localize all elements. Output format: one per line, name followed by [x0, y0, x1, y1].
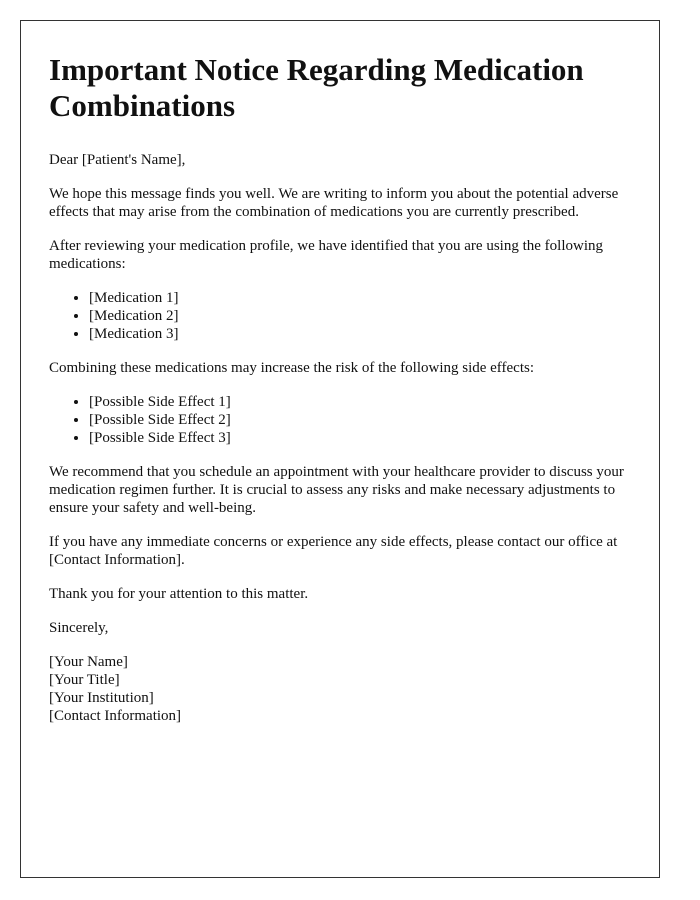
list-item: • [Medication 2] [89, 307, 631, 325]
list-item: • [Possible Side Effect 2] [89, 411, 631, 429]
thanks-paragraph: Thank you for your attention to this matter. [49, 586, 309, 602]
side-effect-list [49, 393, 631, 447]
concerns-paragraph: If you have any immediate concerns or experience any side effects, please contact our office at [Contact Information]. [49, 534, 618, 568]
letter-page [20, 20, 660, 878]
closing: Sincerely, [49, 620, 109, 636]
signature-contact: [Contact Information] [49, 708, 182, 724]
signature-name: [Your Name] [49, 654, 128, 670]
signature-block [49, 653, 631, 725]
intro-paragraph: We hope this message finds you well. We are writing to inform you about the potential adverse effects that may arise from the combination of medications you are currently prescribed. [49, 186, 619, 220]
list-item: • [Medication 3] [89, 325, 631, 343]
signature-title: [Your Title] [49, 672, 120, 688]
recommendation-paragraph: We recommend that you schedule an appointment with your healthcare provider to discuss your medication regimen further. It is crucial to assess any risks and make necessary adjustments to ensure your safety and well-being. [49, 464, 624, 516]
signature-institution: [Your Institution] [49, 690, 154, 706]
salutation: Dear [Patient's Name], [49, 152, 186, 168]
letter-title: Important Notice Regarding Medication Combinations [49, 52, 584, 123]
list-item: • [Possible Side Effect 1] [89, 393, 631, 411]
risk-paragraph: Combining these medications may increase the risk of the following side effects: [49, 360, 535, 376]
review-paragraph: After reviewing your medication profile, we have identified that you are using the following medications: [49, 238, 603, 272]
list-item: • [Possible Side Effect 3] [89, 429, 631, 447]
medication-list [49, 289, 631, 343]
list-item: • [Medication 1] [89, 289, 631, 307]
